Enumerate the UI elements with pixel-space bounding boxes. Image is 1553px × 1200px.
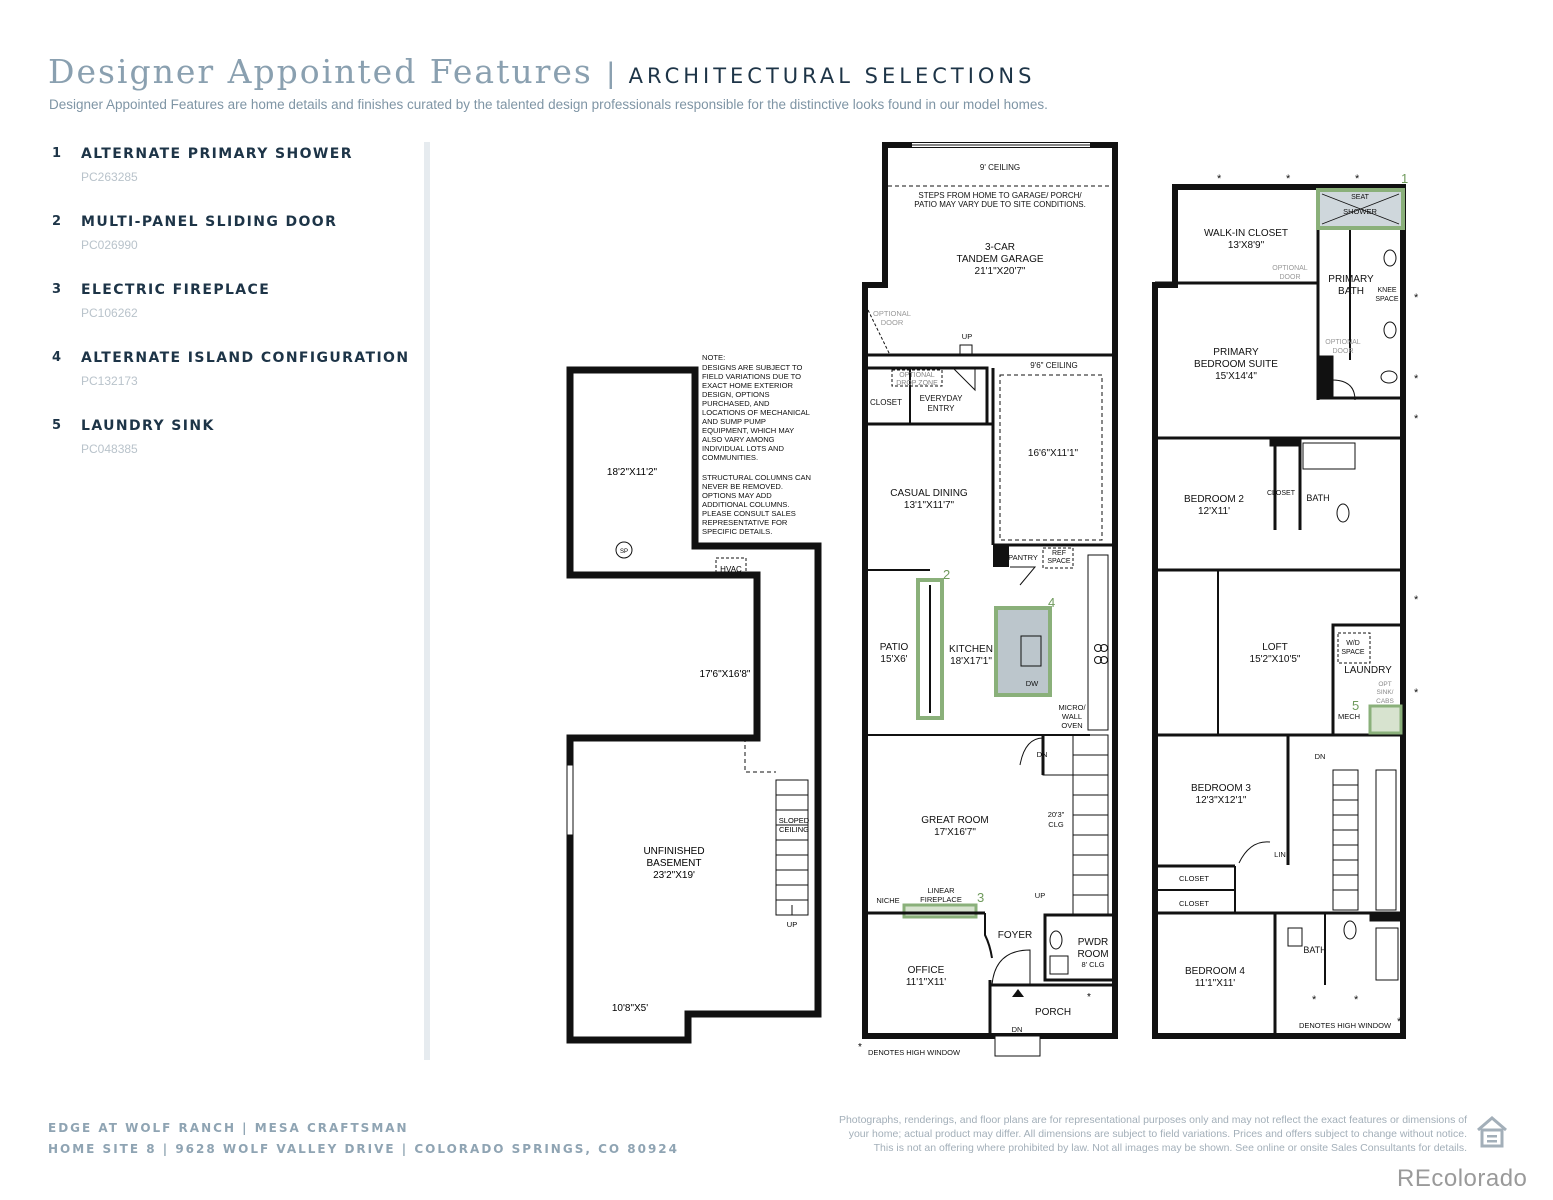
bed3-label: BEDROOM 3 xyxy=(1190,783,1252,794)
hvac-label: HVAC xyxy=(720,565,742,574)
kitchen-dim: 18'X17'1" xyxy=(950,656,992,667)
star: * xyxy=(1312,994,1317,1006)
front-door-swing xyxy=(992,950,1030,985)
high-window-note: DENOTES HIGH WINDOW xyxy=(867,1048,961,1057)
note-line: INDIVIDUAL LOTS AND xyxy=(702,444,785,453)
note-line: EQUIPMENT, WHICH MAY xyxy=(702,426,795,435)
wic-dim: 13'X8'9" xyxy=(1227,240,1265,251)
suite-label: PRIMARY xyxy=(1213,347,1259,358)
laundry-sink-highlight xyxy=(1370,706,1401,733)
great-room-ceiling: 20'3" xyxy=(1047,810,1065,819)
bed3-dim: 12'3"X12'1" xyxy=(1195,795,1247,806)
feature-code: PC263285 xyxy=(81,170,138,184)
loft-label: LOFT xyxy=(1262,642,1288,653)
basement-window xyxy=(567,765,573,835)
bed2-closet-label: CLOSET xyxy=(1266,490,1296,497)
feature-name: ALTERNATE PRIMARY SHOWER xyxy=(81,146,353,162)
upper-floor-plan xyxy=(1155,171,1419,1036)
basement-dim-mid: 17'6"X16'8" xyxy=(699,669,751,680)
note-line: SPECIFIC DETAILS. xyxy=(702,527,773,536)
feature-marker-1: 1 xyxy=(1401,171,1409,186)
star: * xyxy=(1414,594,1419,606)
feature-code: PC106262 xyxy=(81,306,138,320)
wic-label: WALK-IN CLOSET xyxy=(1203,228,1289,239)
main-floor-walls xyxy=(865,145,1115,1036)
garage-label-2: TANDEM GARAGE xyxy=(956,254,1044,265)
star: * xyxy=(1414,292,1419,304)
garage-label: 3-CAR xyxy=(984,242,1016,253)
drop-zone-label-2: DROP ZONE xyxy=(896,380,938,387)
star: * xyxy=(1355,173,1360,185)
everyday-entry-label-2: ENTRY xyxy=(927,404,955,413)
upper-dn-label: DN xyxy=(1314,752,1326,761)
bed2-dim: 12'X11' xyxy=(1198,506,1230,517)
fireplace-highlight xyxy=(904,905,976,917)
equal-housing-icon xyxy=(1475,1115,1509,1151)
sloped-label-2: CEILING xyxy=(778,825,810,834)
pantry-label: PANTRY xyxy=(1008,553,1038,562)
note-line: AND SUMP PUMP xyxy=(702,417,766,426)
star: * xyxy=(1414,687,1419,699)
garage-ceiling-label: 9' CEILING xyxy=(979,163,1021,172)
micro-label-3: OVEN xyxy=(1061,721,1083,730)
feature-code: PC026990 xyxy=(81,238,138,252)
closet-4-label: CLOSET xyxy=(1178,899,1210,908)
drop-zone-label: OPTIONAL xyxy=(899,372,935,379)
mech-label: MECH xyxy=(1337,712,1361,721)
great-room-label: GREAT ROOM xyxy=(921,815,989,826)
high-window-star: * xyxy=(858,1042,862,1053)
optional-door-label-b: OPTIONAL xyxy=(1325,339,1361,346)
sloped-label: SLOPED xyxy=(778,816,810,825)
powder-label: PWDR xyxy=(1077,937,1109,948)
star: * xyxy=(1217,173,1222,185)
feature-code: PC132173 xyxy=(81,374,138,388)
pantry-door xyxy=(1010,567,1035,585)
garage-dim: 21'1"X20'7" xyxy=(974,266,1026,277)
watermark: REcolorado xyxy=(1397,1165,1528,1192)
great-room-dim: 17'X16'7" xyxy=(934,827,976,838)
toilet-3 xyxy=(1344,921,1356,939)
knee-space-label-2: SPACE xyxy=(1375,296,1399,303)
disclaimer-line: Photographs, renderings, and floor plans are for representational purposes only and may not reflect the exact features or dimensions of xyxy=(838,1114,1467,1126)
wd-label: W/D xyxy=(1346,640,1360,647)
suite-label-2: BEDROOM SUITE xyxy=(1194,359,1278,370)
office-wall xyxy=(985,913,992,958)
steps-note: STEPS FROM HOME TO GARAGE/ PORCH/ xyxy=(918,191,1082,200)
suite-dim: 15'X14'4" xyxy=(1215,371,1257,382)
stair-dn-label: DN xyxy=(1036,750,1048,759)
basement-up-label: UP xyxy=(786,920,798,929)
note-line: EXACT HOME EXTERIOR xyxy=(702,381,793,390)
closet-label: CLOSET xyxy=(869,398,903,407)
optional-door-label: OPTIONAL xyxy=(873,309,911,318)
everyday-entry-label: EVERYDAY xyxy=(919,394,963,403)
fireplace-label-2: FIREPLACE xyxy=(920,895,962,904)
niche-label: NICHE xyxy=(876,896,900,905)
main-floor-plan xyxy=(858,145,1115,1057)
feature-name: MULTI-PANEL SLIDING DOOR xyxy=(81,214,338,230)
note-line: PLEASE CONSULT SALES xyxy=(702,509,796,518)
unfinished-label-2: BASEMENT xyxy=(646,858,702,869)
primary-sink-2 xyxy=(1384,322,1396,338)
linen-label: LIN xyxy=(1274,850,1286,859)
disclaimer-line: your home; actual product may differ. All dimensions are subject to field variations. Prices and offers subject to change without notice. xyxy=(848,1128,1467,1140)
ref-label-2: SPACE xyxy=(1047,558,1071,565)
island-highlight xyxy=(996,608,1050,695)
disclaimer xyxy=(760,1113,1467,1155)
shower-label: SHOWER xyxy=(1343,207,1377,216)
note-line: ADDITIONAL COLUMNS. xyxy=(702,500,790,509)
note-line: DESIGNS ARE SUBJECT TO xyxy=(702,363,803,372)
note-line: STRUCTURAL COLUMNS CAN xyxy=(702,473,811,482)
note-line: PURCHASED, AND xyxy=(702,399,770,408)
note-line: FIELD VARIATIONS DUE TO xyxy=(702,372,802,381)
toilet-2 xyxy=(1337,504,1349,522)
entry-ceiling-label: 9'6" CEILING xyxy=(1030,361,1078,370)
primary-bath-label-2: BATH xyxy=(1338,286,1364,297)
bed4-label: BEDROOM 4 xyxy=(1184,966,1246,977)
feature-number: 1 xyxy=(52,146,62,161)
seat-label: SEAT xyxy=(1351,194,1369,201)
powder-label-2: ROOM xyxy=(1077,949,1109,960)
office-label: OFFICE xyxy=(907,965,945,976)
unfinished-dim: 23'2"X19' xyxy=(653,870,695,881)
bed2-label: BEDROOM 2 xyxy=(1183,494,1245,505)
star: * xyxy=(1414,373,1419,385)
toilet xyxy=(1050,931,1062,949)
porch-star: * xyxy=(1087,992,1091,1003)
porch-steps xyxy=(995,1036,1040,1056)
home-site-address: HOME SITE 8 | 9628 WOLF VALLEY DRIVE | COLORADO SPRINGS, CO 80924 xyxy=(48,1142,679,1156)
feature-number: 3 xyxy=(52,282,62,297)
wd-space xyxy=(1338,633,1370,663)
wd-label-2: SPACE xyxy=(1341,649,1365,656)
disclaimer-line: This is not an offering where prohibited by law. Not all images may be shown. See online or onsite Sales Consultants for details. xyxy=(873,1142,1467,1154)
star: * xyxy=(1286,173,1291,185)
kitchen-counter xyxy=(1088,555,1108,730)
page-title: Designer Appointed Features xyxy=(48,52,593,91)
optional-door-label-b2: DOOR xyxy=(1332,348,1354,355)
garage-up-label: UP xyxy=(961,332,973,341)
footer-address xyxy=(48,1118,679,1160)
dishwasher-label: DW xyxy=(1025,679,1039,688)
micro-label: MICRO/ xyxy=(1058,703,1086,712)
bathtub-3 xyxy=(1376,928,1398,980)
feature-marker-5: 5 xyxy=(1352,698,1360,713)
sink-label-2: SINK/ xyxy=(1376,689,1394,696)
primary-sink-1 xyxy=(1384,250,1396,266)
basement-dim-bottom: 10'8"X5' xyxy=(611,1003,649,1014)
community-name: EDGE AT WOLF RANCH | MESA CRAFTSMAN xyxy=(48,1121,409,1135)
pantry-block xyxy=(993,545,1009,567)
basement-stair xyxy=(776,780,808,915)
dining-dim: 13'1"X11'7" xyxy=(903,500,955,511)
section-title: ARCHITECTURAL SELECTIONS xyxy=(628,64,1036,88)
main-stair xyxy=(1020,735,1108,915)
sink-label-3: CABS xyxy=(1376,698,1394,705)
feature-number: 4 xyxy=(52,350,62,365)
optional-door-label-2: DOOR xyxy=(880,318,904,327)
star: * xyxy=(1414,413,1419,425)
powder-ceiling: 8' CLG xyxy=(1081,960,1105,969)
bed4-dim: 11'1"X11' xyxy=(1194,978,1236,989)
steps-note-2: PATIO MAY VARY DUE TO SITE CONDITIONS. xyxy=(914,200,1086,209)
great-room-ceiling-2: CLG xyxy=(1048,820,1064,829)
fireplace-label: LINEAR xyxy=(927,886,955,895)
high-window-note: DENOTES HIGH WINDOW xyxy=(1298,1021,1392,1030)
sink-label: OPT xyxy=(1378,681,1392,688)
laundry-label: LAUNDRY xyxy=(1344,665,1392,676)
bathtub-2 xyxy=(1303,443,1355,469)
flex-room-dim: 16'6"X11'1" xyxy=(1027,448,1079,459)
upper-interior-walls xyxy=(1155,228,1403,1036)
star: * xyxy=(1354,994,1359,1006)
feature-marker-2: 2 xyxy=(943,567,951,582)
basement-dim-top: 18'2"X11'2" xyxy=(606,467,658,478)
note-line: DESIGN, OPTIONS xyxy=(702,390,770,399)
sink xyxy=(1050,956,1068,974)
note-line: OPTIONS MAY ADD xyxy=(702,491,772,500)
patio-label: PATIO xyxy=(879,642,909,653)
primary-toilet xyxy=(1381,371,1397,383)
porch-dn-label: DN xyxy=(1011,1025,1023,1034)
feature-name: LAUNDRY SINK xyxy=(81,418,215,434)
office-dim: 11'1"X11' xyxy=(905,977,947,988)
loft-dim: 15'2"X10'5" xyxy=(1249,654,1301,665)
basement-note xyxy=(702,353,811,536)
basement-dashed-outline xyxy=(745,738,776,772)
feature-number: 5 xyxy=(52,418,62,433)
foyer-label: FOYER xyxy=(997,930,1033,941)
feature-marker-3: 3 xyxy=(977,890,985,905)
upper-floor-walls xyxy=(1155,187,1403,1036)
dining-label: CASUAL DINING xyxy=(890,488,968,499)
closet-3-label: CLOSET xyxy=(1178,874,1210,883)
stair-up-label: UP xyxy=(1034,891,1046,900)
title-separator: | xyxy=(606,57,615,90)
feature-name: ELECTRIC FIREPLACE xyxy=(81,282,271,298)
patio-dim: 15'X6' xyxy=(880,654,908,665)
bath-2-label: BATH xyxy=(1306,493,1330,503)
note-line: LOCATIONS OF MECHANICAL xyxy=(702,408,810,417)
micro-label-2: WALL xyxy=(1061,712,1083,721)
kitchen-label: KITCHEN xyxy=(949,644,993,655)
feature-name: ALTERNATE ISLAND CONFIGURATION xyxy=(81,350,410,366)
star: * xyxy=(1397,1016,1402,1028)
feature-number: 2 xyxy=(52,214,62,229)
bath-sink-3 xyxy=(1288,928,1302,946)
page-description: Designer Appointed Features are home details and finishes curated by the talented design professionals responsible for the distinctive looks found in our model homes. xyxy=(49,97,1048,112)
optional-door-label: OPTIONAL xyxy=(1272,265,1308,272)
note-line: ALSO VARY AMONG xyxy=(702,435,775,444)
basement-plan xyxy=(567,353,818,1040)
knee-space-label: KNEE xyxy=(1377,287,1397,294)
optional-door-label-2: DOOR xyxy=(1279,274,1301,281)
note-line: REPRESENTATIVE FOR xyxy=(702,518,788,527)
porch-label: PORCH xyxy=(1034,1007,1072,1018)
note-line: NOTE: xyxy=(702,353,726,362)
ref-label: REF xyxy=(1052,550,1066,557)
unfinished-label: UNFINISHED xyxy=(643,846,705,857)
sump-pump-label: SP xyxy=(619,549,629,555)
feature-marker-4: 4 xyxy=(1048,595,1056,610)
primary-bath-label: PRIMARY xyxy=(1328,274,1374,285)
note-line: COMMUNITIES. xyxy=(702,453,759,462)
bath-3-label: BATH xyxy=(1303,945,1327,955)
feature-code: PC048385 xyxy=(81,442,138,456)
upper-stair xyxy=(1333,770,1396,910)
note-line: NEVER BE REMOVED. xyxy=(702,482,784,491)
entry-arrow xyxy=(1012,989,1024,997)
